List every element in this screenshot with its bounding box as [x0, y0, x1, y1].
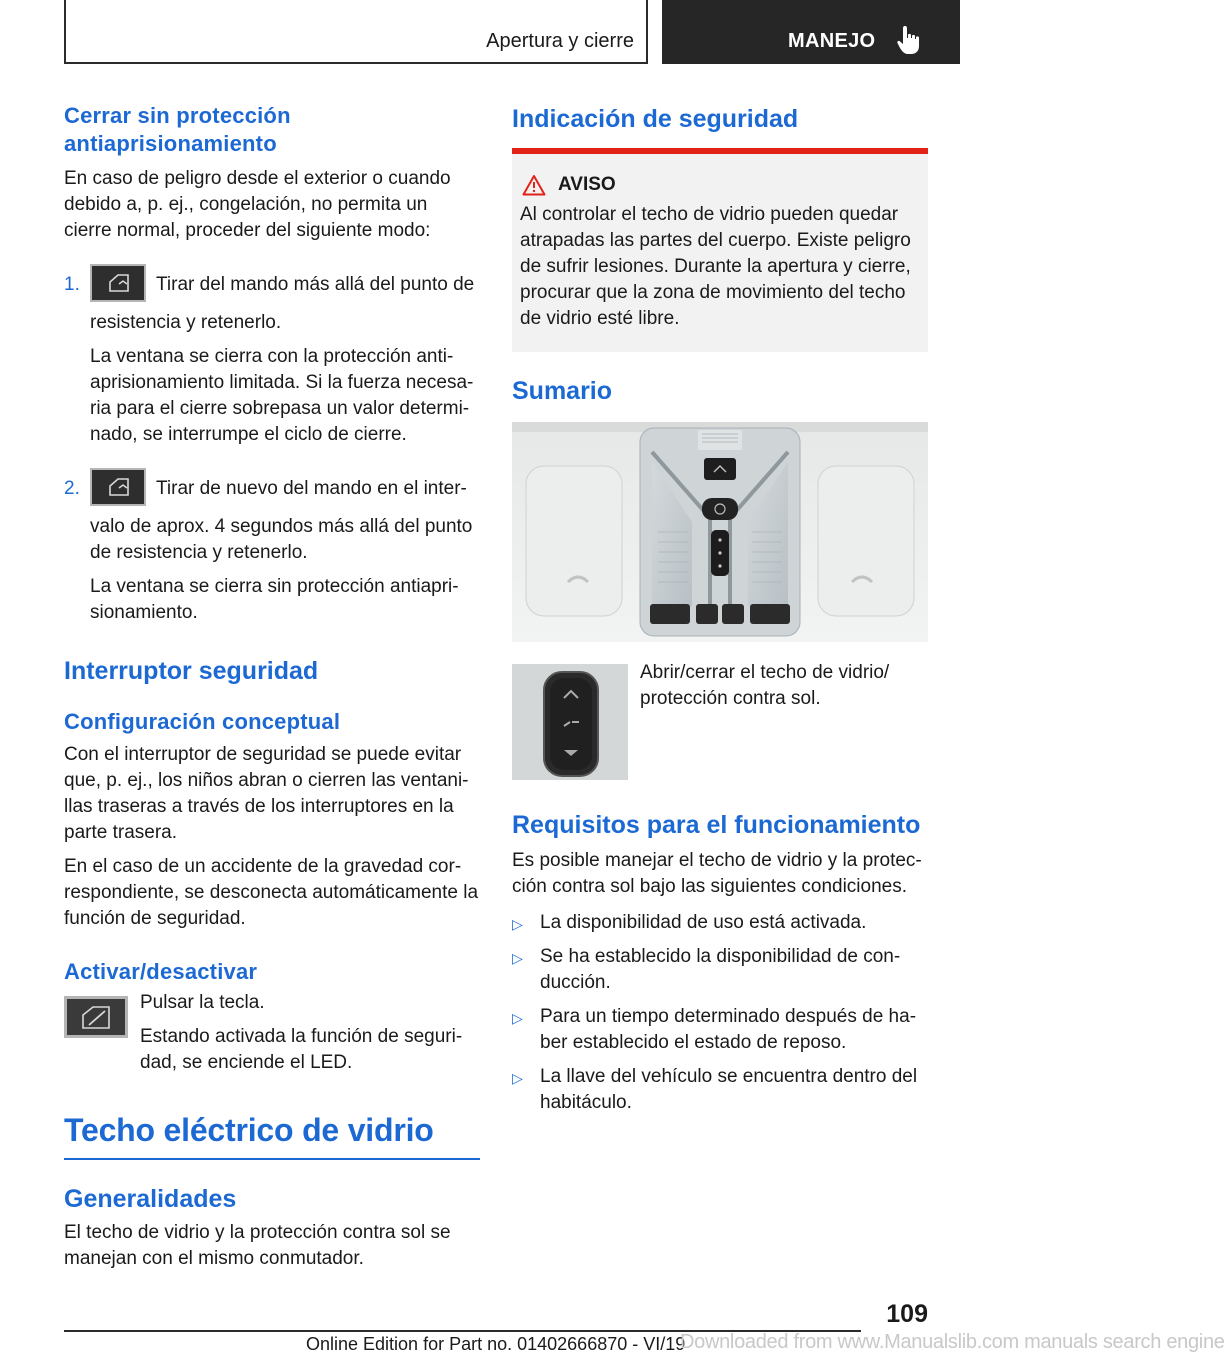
step-note: La ventana se cierra sin protección antiapri-sionamiento. [90, 576, 459, 623]
triangle-bullet-icon: ▷ [512, 1010, 523, 1026]
step-text: Tirar del mando más allá del punto de resistencia y retenerlo. [90, 274, 475, 333]
warning-box [512, 154, 928, 352]
triangle-bullet-icon: ▷ [512, 950, 523, 966]
step-number: 2. [64, 478, 80, 499]
activate-note: Estando activada la función de seguri-dad, se enciende el LED. [140, 1026, 463, 1073]
switch-detail-row [512, 664, 928, 780]
right-column [512, 100, 928, 1116]
concept-paragraph-2: En el caso de un accidente de la gravedad cor-respondiente, se desconecta automáticamente la función de seguridad. [64, 856, 479, 929]
triangle-bullet-icon: ▷ [512, 1070, 523, 1086]
concept-heading: Configuración conceptual [64, 709, 341, 734]
summary-heading: Sumario [512, 377, 613, 405]
safety-note-heading: Indicación de seguridad [512, 104, 928, 154]
safety-switch-heading: Interruptor seguridad [64, 657, 319, 685]
overhead-console-image [512, 422, 928, 642]
chapter-label: MANEJO [788, 30, 876, 52]
header-chapter-tab [662, 0, 960, 64]
general-heading: Generalidades [64, 1185, 237, 1213]
concept-paragraph-1: Con el interruptor de seguridad se puede evitar que, p. ej., los niños abran o cierren las ventani-llas traseras a través de los interruptores en la parte trasera. [64, 744, 469, 843]
activate-step: Pulsar la tecla. [140, 992, 265, 1013]
close-intro-paragraph: En caso de peligro desde el exterior o cuando debido a, p. ej., congelación, no permita un cierre normal, proceder del siguiente modo: [64, 168, 451, 241]
header-section-tab [64, 0, 648, 64]
left-column [64, 100, 480, 1272]
section-title: Apertura y cierre [486, 30, 634, 52]
list-item: ▷ Se ha establecido la disponibilidad de con-ducción. [512, 946, 901, 993]
warning-text: Al controlar el techo de vidrio pueden quedar atrapadas las partes del cuerpo. Existe peligro de sufrir lesiones. Durante la apertura y cierre, procurar que la zona de movimiento del techo de vidrio esté libre. [520, 204, 911, 329]
switch-caption: Abrir/cerrar el techo de vidrio/ protección contra sol. [640, 662, 890, 709]
edition-label: Online Edition for Part no. 01402666870 - VI/19 [306, 1334, 686, 1354]
step-text: Tirar de nuevo del mando en el inter-valo de aprox. 4 segundos más allá del punto de resistencia y retenerlo. [90, 478, 473, 563]
requirements-intro: Es posible manejar el techo de vidrio y la protec-ción contra sol bajo las siguientes condiciones. [512, 850, 922, 897]
triangle-bullet-icon: ▷ [512, 916, 523, 932]
step-number: 1. [64, 274, 80, 295]
activate-heading: Activar/desactivar [64, 959, 258, 984]
window-switch-icon [90, 468, 146, 506]
roof-switch-image [512, 664, 628, 780]
general-paragraph: El techo de vidrio y la protección contra sol se manejan con el mismo conmutador. [64, 1222, 451, 1269]
list-item: ▷ La disponibilidad de uso está activada. [512, 910, 928, 936]
window-switch-icon [90, 264, 146, 302]
page-number: 109 [886, 1300, 928, 1328]
list-item: ▷ Para un tiempo determinado después de ha-ber establecido el estado de reposo. [512, 1006, 917, 1053]
warning-label: AVISO [558, 174, 616, 195]
step-note: La ventana se cierra con la protección anti-aprisionamiento limitada. Si la fuerza necesa-ria para el cierre sobrepasa un valor determi-nado, se interrumpe el ciclo de cierre. [90, 346, 474, 445]
step-2 [64, 476, 480, 626]
list-item: ▷ La llave del vehículo se encuentra dentro del habitáculo. [512, 1066, 918, 1113]
requirements-list [512, 910, 928, 1116]
glass-roof-chapter-heading: Techo eléctrico de vidrio [64, 1110, 480, 1160]
hand-pointer-icon [896, 24, 922, 56]
requirements-heading: Requisitos para el funcionamiento [512, 811, 921, 839]
watermark: Downloaded from www.Manualslib.com manuals search engine [680, 1331, 1225, 1353]
safety-switch-icon [64, 996, 128, 1038]
step-1 [64, 272, 480, 448]
warning-triangle-icon [522, 174, 546, 196]
close-without-protection-heading: Cerrar sin protección antiaprisionamiento [64, 103, 291, 156]
